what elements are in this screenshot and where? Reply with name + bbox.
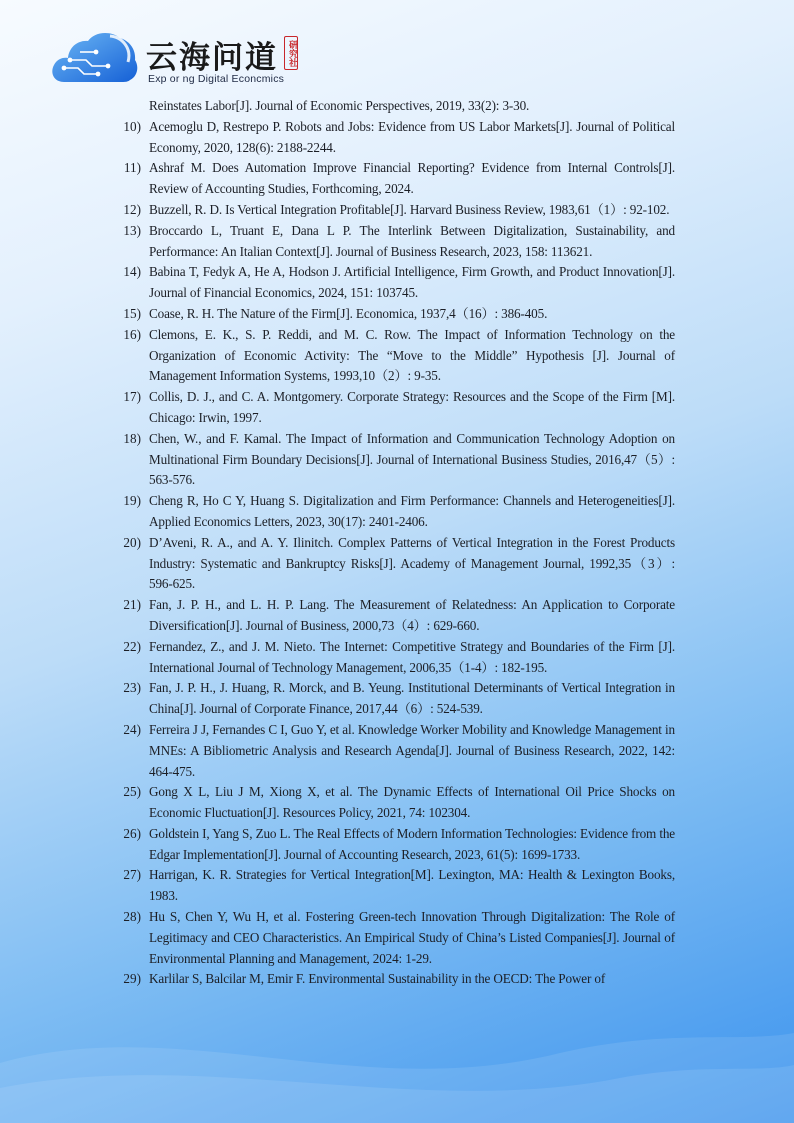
reference-number: 19) xyxy=(123,493,141,509)
reference-number: 13) xyxy=(123,222,141,238)
reference-item xyxy=(117,491,675,533)
reference-text: Broccardo L, Truant E, Dana L P. The Interlink Between Digitalization, Sustainability, and Performance: An Italian Context[J]. Journal of Business Research, 2023, 158: 113621. xyxy=(149,222,675,259)
background-wave xyxy=(0,993,794,1123)
reference-text: Coase, R. H. The Nature of the Firm[J]. Economica, 1937,4（16）: 386-405. xyxy=(149,305,548,321)
reference-number: 25) xyxy=(123,784,141,800)
reference-number: 20) xyxy=(123,534,141,550)
reference-text: Buzzell, R. D. Is Vertical Integration Profitable[J]. Harvard Business Review, 1983,61（1）: 92-102. xyxy=(149,201,670,217)
reference-number: 10) xyxy=(123,118,141,134)
reference-item xyxy=(117,304,675,325)
reference-item xyxy=(117,969,675,990)
reference-number: 16) xyxy=(123,326,141,342)
reference-number: 22) xyxy=(123,638,141,654)
reference-text: Goldstein I, Yang S, Zuo L. The Real Effects of Modern Information Technologies: Evidence from the Edgar Implementation[J]. Journal of Accounting Research, 2023, 61(5): 1699-1733. xyxy=(149,825,675,862)
reference-item xyxy=(117,637,675,679)
reference-text: Babina T, Fedyk A, He A, Hodson J. Artificial Intelligence, Firm Growth, and Product Innovation[J]. Journal of Financial Economics, 2024, 151: 103745. xyxy=(149,264,675,301)
reference-item xyxy=(117,907,675,969)
logo-subtitle: Exp or ng Digital Econcmics xyxy=(148,73,285,85)
reference-number: 12) xyxy=(123,201,141,217)
reference-text: Ashraf M. Does Automation Improve Financial Reporting? Evidence from Internal Controls[J]. Review of Accounting Studies, Forthcoming, 2024. xyxy=(149,160,675,197)
reference-item xyxy=(117,533,675,595)
reference-text: Fan, J. P. H., and L. H. P. Lang. The Measurement of Relatedness: An Application to Corporate Diversification[J]. Journal of Business, 2000,73（4）: 629-660. xyxy=(149,597,675,633)
reference-text: Clemons, E. K., S. P. Reddi, and M. C. Row. The Impact of Information Technology on the Organization of Economic Activity: The “Move to the Middle” Hypothesis [J]. Journal of Management Information Systems, 1993,10（2）: 9-35. xyxy=(149,326,675,384)
reference-number: 28) xyxy=(123,909,141,925)
reference-number: 11) xyxy=(123,160,141,176)
reference-text: Fan, J. P. H., J. Huang, R. Morck, and B. Yeung. Institutional Determinants of Vertical Integration in China[J]. Journal of Corporate Finance, 2017,44（6）: 524-539. xyxy=(149,680,675,717)
reference-item xyxy=(117,158,675,200)
reference-number: 26) xyxy=(123,825,141,841)
reference-text: D’Aveni, R. A., and A. Y. Ilinitch. Complex Patterns of Vertical Integration in the Forest Products Industry: Systematic and Bankruptcy Risks[J]. Academy of Management Journal, 1992,35（3）: 596-625. xyxy=(149,534,675,592)
cloud-circuit-icon xyxy=(50,28,140,86)
reference-text: Hu S, Chen Y, Wu H, et al. Fostering Green-tech Innovation Through Digitalization: The Role of Legitimacy and CEO Characteristics. An Empirical Study of China’s Listed Companies[J]. Journal of Environmental Planning and Management, 2024: 1-29. xyxy=(149,909,675,966)
reference-item xyxy=(117,678,675,720)
reference-item xyxy=(117,262,675,304)
reference-number: 18) xyxy=(123,430,141,446)
reference-list xyxy=(117,96,675,990)
reference-text: Collis, D. J., and C. A. Montgomery. Corporate Strategy: Resources and the Scope of the Firm [M]. Chicago: Irwin, 1997. xyxy=(149,389,675,425)
reference-number: 24) xyxy=(123,721,141,737)
reference-text: Acemoglu D, Restrepo P. Robots and Jobs: Evidence from US Labor Markets[J]. Journal of Political Economy, 2020, 128(6): 2188-2244. xyxy=(149,118,675,155)
reference-text: Ferreira J J, Fernandes C I, Guo Y, et al. Knowledge Worker Mobility and Knowledge Management in MNEs: A Bibliometric Analysis and Research Agenda[J]. Journal of Business Research, 2022, 142: 464-475. xyxy=(149,721,675,779)
reference-item xyxy=(117,782,675,824)
reference-text: Harrigan, K. R. Strategies for Vertical Integration[M]. Lexington, MA: Health & Lexington Books, 1983. xyxy=(149,867,675,904)
reference-text: Fernandez, Z., and J. M. Nieto. The Internet: Competitive Strategy and Boundaries of the Firm [J]. International Journal of Technology Management, 2006,35（1-4）: 182-195. xyxy=(149,638,675,675)
reference-number: 17) xyxy=(123,389,141,405)
reference-item xyxy=(117,117,675,159)
reference-text: Chen, W., and F. Kamal. The Impact of Information and Communication Technology Adoption on Multinational Firm Boundary Decisions[J]. Journal of International Business Studies, 2016,47（5）: 563-576. xyxy=(149,430,675,488)
reference-text: Karlilar S, Balcilar M, Emir F. Environmental Sustainability in the OECD: The Power of xyxy=(149,971,606,987)
reference-number: 14) xyxy=(123,264,141,280)
reference-item xyxy=(117,325,675,387)
reference-number: 27) xyxy=(123,867,141,883)
reference-item xyxy=(117,96,675,117)
reference-item xyxy=(117,824,675,866)
reference-item xyxy=(117,865,675,907)
logo-title-cn: 云海问道 xyxy=(146,40,278,76)
logo-seal: 研究社 xyxy=(284,36,298,70)
reference-text: Cheng R, Ho C Y, Huang S. Digitalization and Firm Performance: Channels and Heterogeneities[J]. Applied Economics Letters, 2023, 30(17): 2401-2406. xyxy=(149,493,675,529)
reference-item xyxy=(117,720,675,782)
reference-number: 23) xyxy=(123,680,141,696)
reference-item xyxy=(117,387,675,429)
reference-item xyxy=(117,221,675,263)
reference-number: 21) xyxy=(123,597,141,613)
reference-item xyxy=(117,200,675,221)
reference-item xyxy=(117,429,675,491)
reference-text: Reinstates Labor[J]. Journal of Economic Perspectives, 2019, 33(2): 3-30. xyxy=(149,98,530,113)
brand-logo xyxy=(50,28,310,88)
reference-text: Gong X L, Liu J M, Xiong X, et al. The Dynamic Effects of International Oil Price Shocks on Economic Fluctuation[J]. Resources Policy, 2021, 74: 102304. xyxy=(149,784,675,821)
reference-number: 15) xyxy=(123,305,141,321)
reference-item xyxy=(117,595,675,637)
reference-number: 29) xyxy=(123,971,141,987)
